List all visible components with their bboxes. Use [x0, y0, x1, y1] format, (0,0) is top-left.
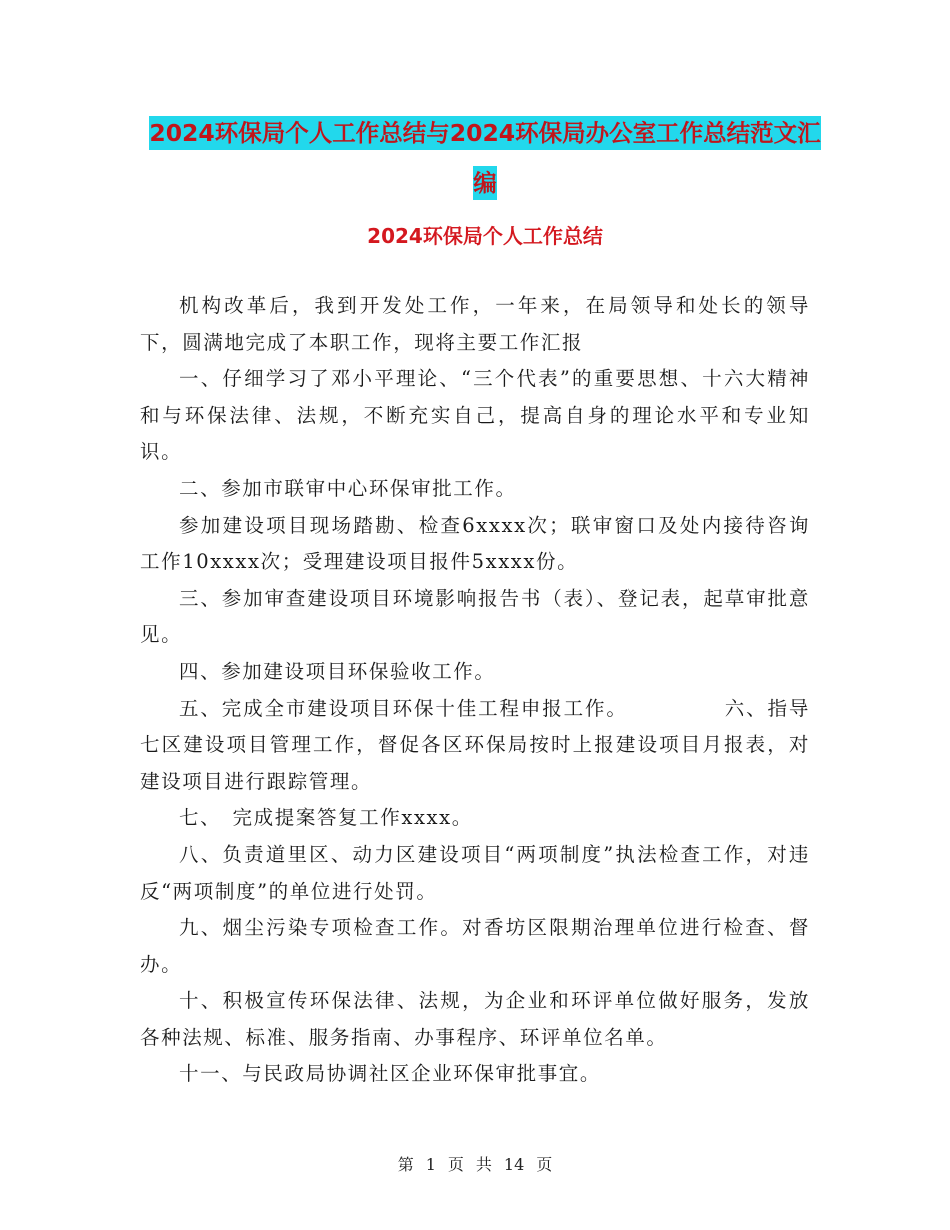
footer-total-suffix: 页	[536, 1155, 553, 1174]
paragraph: 十、积极宣传环保法律、法规，为企业和环评单位做好服务，发放各种法规、标准、服务指南、办事程序、环评单位名单。	[140, 989, 810, 1049]
page-footer	[0, 1152, 950, 1175]
document-body	[140, 288, 810, 1093]
paragraph: 参加建设项目现场踏勘、检查6xxxx次；联审窗口及处内接待咨询工作10xxxx次；受理建设项目报件5xxxx份。	[140, 513, 810, 574]
footer-page-number: 1	[425, 1155, 436, 1174]
paragraph: 十一、与民政局协调社区企业环保审批事宜。	[179, 1062, 602, 1086]
document-title	[140, 108, 830, 208]
paragraph: 三、参加审查建设项目环境影响报告书（表）、登记表，起草审批意见。	[140, 586, 810, 647]
footer-page-prefix: 第	[397, 1155, 414, 1174]
paragraph: 八、负责道里区、动力区建设项目“两项制度”执法检查工作，对违反“两项制度”的单位进行处罚。	[140, 842, 810, 903]
paragraph: 四、参加建设项目环保验收工作。	[179, 659, 496, 683]
paragraph: 二、参加市联审中心环保审批工作。	[179, 476, 517, 500]
section-heading: 2024环保局个人工作总结	[367, 224, 603, 248]
document-title-text: 2024环保局个人工作总结与2024环保局办公室工作总结范文汇编	[149, 116, 820, 200]
footer-total-pages: 14	[503, 1155, 525, 1174]
paragraph: 五、完成全市建设项目环保十佳工程申报工作。 六、指导七区建设项目管理工作，督促各区环保局按时上报建设项目月报表，对建设项目进行跟踪管理。	[140, 696, 810, 793]
paragraph: 一、仔细学习了邓小平理论、“三个代表”的重要思想、十六大精神和与环保法律、法规，不断充实自己，提高自身的理论水平和专业知识。	[140, 367, 810, 464]
footer-total-prefix: 共	[475, 1155, 492, 1174]
paragraph: 七、 完成提案答复工作xxxx。	[179, 806, 473, 830]
footer-page-suffix: 页	[447, 1155, 464, 1174]
paragraph: 机构改革后，我到开发处工作，一年来，在局领导和处长的领导下，圆满地完成了本职工作，现将主要工作汇报	[140, 294, 810, 354]
paragraph: 九、烟尘污染专项检查工作。对香坊区限期治理单位进行检查、督办。	[140, 916, 810, 976]
